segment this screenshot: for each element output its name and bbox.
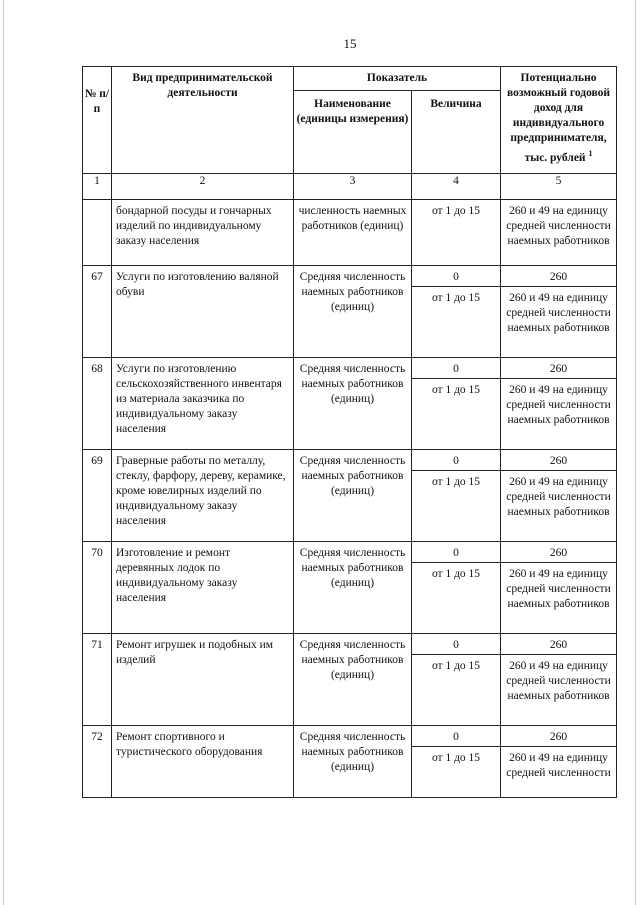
activity-cell: бондарной посуды и гончарных изделий по индивидуальному заказу населения <box>112 200 294 266</box>
indicator-name-cell: Средняя численность наемных работников (единиц) <box>294 542 412 634</box>
header-indicator-value: Величина <box>412 91 501 174</box>
value-cell: от 1 до 15 <box>412 747 501 798</box>
income-cell: 260 и 49 на единицу средней численности наемных работников <box>501 655 617 726</box>
income-cell: 260 и 49 на единицу средней численности <box>501 747 617 798</box>
income-cell: 260 и 49 на единицу средней численности наемных работников <box>501 563 617 634</box>
value-cell: от 1 до 15 <box>412 471 501 542</box>
scan-edge-right <box>635 0 636 905</box>
activity-cell: Услуги по изготовлению сельскохозяйственного инвентаря из материала заказчика по индивидуальному заказу населения <box>112 358 294 450</box>
table-row <box>83 726 617 747</box>
page-number: 15 <box>343 36 357 51</box>
row-number <box>83 200 112 266</box>
activity-cell: Ремонт игрушек и подобных им изделий <box>112 634 294 726</box>
scan-edge-left <box>3 0 4 905</box>
income-cell: 260 и 49 на единицу средней численности наемных работников <box>501 471 617 542</box>
table-row <box>83 450 617 471</box>
row-number: 67 <box>83 266 112 358</box>
column-number: 1 <box>83 174 112 200</box>
column-number: 2 <box>112 174 294 200</box>
column-number: 3 <box>294 174 412 200</box>
value-cell: от 1 до 15 <box>412 379 501 450</box>
header-income <box>501 67 617 174</box>
value-cell: 0 <box>412 726 501 747</box>
continuation-row <box>83 200 617 266</box>
table-row <box>83 266 617 287</box>
income-cell: 260 и 49 на единицу средней численности наемных работников <box>501 379 617 450</box>
activity-cell: Ремонт спортивного и туристического оборудования <box>112 726 294 798</box>
indicator-name-cell: Средняя численность наемных работников (единиц) <box>294 358 412 450</box>
header-row <box>83 67 617 91</box>
column-number: 4 <box>412 174 501 200</box>
header-activity: Вид предпринимательской деятельности <box>112 67 294 174</box>
row-number: 70 <box>83 542 112 634</box>
header-num: № п/п <box>83 67 112 174</box>
indicator-name-cell: Средняя численность наемных работников (единиц) <box>294 726 412 798</box>
header-indicator-name: Наименование (единицы измерения) <box>294 91 412 174</box>
header-income-text: Потенциально возможный годовой доход для индивидуального предпринимателя, тыс. рублей <box>506 72 611 164</box>
header-indicator: Показатель <box>294 67 501 91</box>
indicator-name-cell: численность наемных работников (единиц) <box>294 200 412 266</box>
value-cell: 0 <box>412 450 501 471</box>
income-cell: 260 и 49 на единицу средней численности наемных работников <box>501 287 617 358</box>
indicator-name-cell: Средняя численность наемных работников (единиц) <box>294 266 412 358</box>
row-number: 72 <box>83 726 112 798</box>
column-number: 5 <box>501 174 617 200</box>
row-number: 68 <box>83 358 112 450</box>
value-cell: 0 <box>412 634 501 655</box>
indicator-name-cell: Средняя численность наемных работников (единиц) <box>294 634 412 726</box>
income-cell: 260 <box>501 726 617 747</box>
value-cell: от 1 до 15 <box>412 287 501 358</box>
income-cell: 260 <box>501 634 617 655</box>
value-cell: от 1 до 15 <box>412 563 501 634</box>
value-cell: 0 <box>412 358 501 379</box>
value-cell: от 1 до 15 <box>412 200 501 266</box>
activity-cell: Граверные работы по металлу, стеклу, фарфору, дереву, керамике, кроме ювелирных изделий по индивидуальному заказу населения <box>112 450 294 542</box>
column-numbers-row <box>83 174 617 200</box>
income-cell: 260 <box>501 542 617 563</box>
indicator-name-cell: Средняя численность наемных работников (единиц) <box>294 450 412 542</box>
activity-cell: Изготовление и ремонт деревянных лодок по индивидуальному заказу населения <box>112 542 294 634</box>
table-row <box>83 542 617 563</box>
row-number: 71 <box>83 634 112 726</box>
income-table <box>82 66 617 798</box>
activity-cell: Услуги по изготовлению валяной обуви <box>112 266 294 358</box>
income-cell: 260 <box>501 450 617 471</box>
table-row <box>83 634 617 655</box>
value-cell: от 1 до 15 <box>412 655 501 726</box>
table-row <box>83 358 617 379</box>
income-cell: 260 <box>501 358 617 379</box>
income-cell: 260 и 49 на единицу средней численности наемных работников <box>501 200 617 266</box>
value-cell: 0 <box>412 266 501 287</box>
header-income-footnote: 1 <box>588 149 593 158</box>
income-cell: 260 <box>501 266 617 287</box>
value-cell: 0 <box>412 542 501 563</box>
row-number: 69 <box>83 450 112 542</box>
